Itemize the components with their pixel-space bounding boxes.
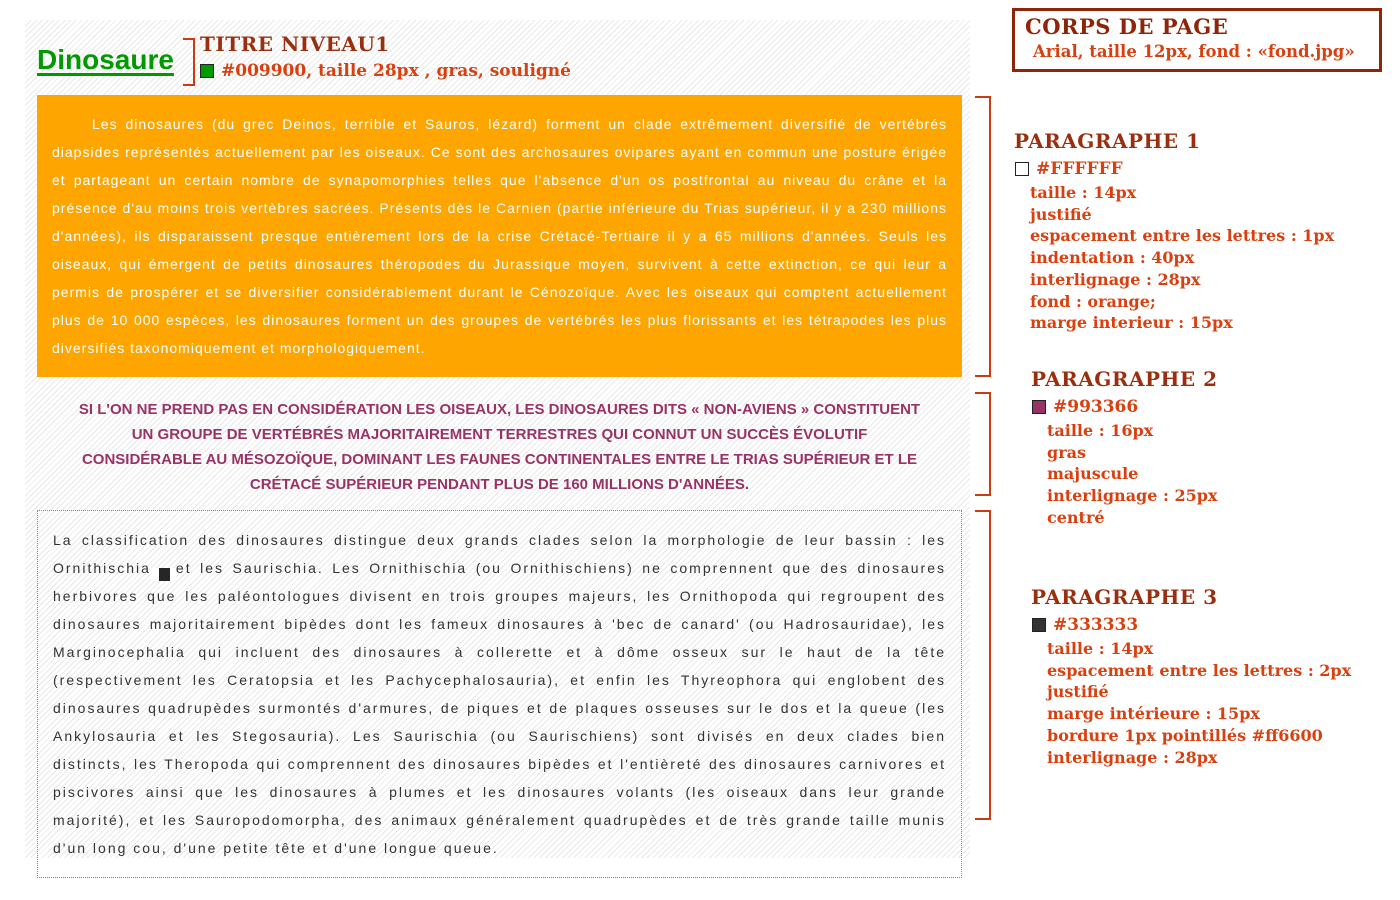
paragraph-2-line: UN GROUPE DE VERTÉBRÉS MAJORITAIREMENT TERRESTRES QUI CONNUT UN SUCCÈS ÉVOLUTIF	[131, 426, 868, 443]
spec-item: taille : 14px	[1047, 639, 1154, 658]
paragraph-3-text-end: et les Saurischia. Les Ornithischia (ou Ornithischiens) ne comprennent que des dinosaures herbivores que les paléontologues divisent en trois groupes majeurs, les Ornithopoda qui regroupent des dinosaures majoritairement bipèdes dont les fameux dinosaures à 'bec de canard' (ou Hadrosauridae), les Marginocephalia qui incluent des dinosaures à collerette et à dôme osseux sur le haut de la tête (respectivement les Ceratopsia et les Pachycephalosauria), et enfin les Thyreophora qui englobent des dinosaures quadrupèdes surmontés d'armures, de piques et de plaques osseuses sur le dos et la queue (les Ankylosauria et les Stegosauria). Les Saurischia (ou Saurischiens) sont divisés en deux clades bien distincts, les Theropoda qui comprennent des dinosaures bipèdes et l'entièreté des dinosaures carnivores et piscivores ainsi que les dinosaures à plumes et les dinosaures volants (les oiseaux dans leur grande majorité), et les Sauropodomorpha, des animaux généralement quadrupèdes et de très grande taille munis d'un long cou, d'une petite tête et d'une longue queue.	[53, 560, 946, 856]
spec-item: centré	[1047, 507, 1105, 527]
title-callout-bracket	[183, 38, 195, 86]
paragraph-1-annotation	[1014, 129, 1384, 334]
paragraph-2-line: CRÉTACÉ SUPÉRIEUR PENDANT PLUS DE 160 MILLIONS D'ANNÉES.	[249, 476, 750, 493]
spec-item: indentation : 40px	[1030, 248, 1195, 268]
spec-item: fond : orange;	[1030, 291, 1156, 311]
title-color-swatch	[200, 64, 214, 78]
paragraph-2	[37, 397, 962, 497]
spec-item: bordure 1px pointillés #ff6600	[1047, 725, 1323, 745]
paragraph-3-spec-list	[1047, 638, 1400, 768]
paragraph-1-callout-bracket	[975, 96, 991, 377]
spec-item: gras	[1047, 442, 1086, 462]
spec-item: majuscule	[1047, 464, 1139, 484]
corps-de-page-spec: Arial, taille 12px, fond : «fond.jpg»	[1033, 42, 1355, 61]
title-annotation-spec-row	[200, 61, 571, 81]
page-body-preview	[25, 20, 970, 858]
paragraph-3-color-label: #333333	[1053, 615, 1139, 635]
paragraph-2-callout-bracket	[975, 392, 991, 496]
spec-item: interlignage : 28px	[1030, 269, 1201, 289]
paragraph-3-text-start: La classification des dinosaures distingue deux grands clades selon la morphologie de leur bassin : les Ornithischia	[53, 532, 946, 576]
spec-item: marge intérieure : 15px	[1047, 704, 1260, 724]
spec-item: interlignage : 28px	[1047, 747, 1218, 767]
paragraph-1-spec-list	[1030, 182, 1384, 334]
paragraph-2-swatch-row	[1032, 397, 1400, 417]
paragraph-1: Les dinosaures (du grec Deinos, terrible et Sauros, lézard) forment un clade extrêmement diversifié de vertébrés diapsides représentés actuellement par les oiseaux. Ce sont des archosaures ovipares ayant en commun une posture érigée et partageant un certain nombre de synapomorphies telles que l'absence d'un os postfrontal au niveau du crâne et la présence d'au moins trois vertèbres sacrées. Présents dès le Carnien (partie inférieure du Trias supérieur, il y a 230 millions d'années), ils disparaissent presque entièrement lors de la crise Crétacé-Tertiaire il y a 65 millions d'années. Seuls les oiseaux, qui émergent de petits dinosaures théropodes du Jurassique moyen, survivent à cette extinction, ce qui leur a permis de prospérer et se diversifier considérablement durant le Cénozoïque. Avec les oiseaux qui comptent actuellement plus de 10 000 espèces, les dinosaures forment un des groupes de vertébrés les plus florissants et les tétrapodes les plus diversifiés taxonomiquement et morphologiquement.	[37, 95, 962, 377]
black-square-marker-icon	[159, 568, 170, 581]
paragraph-1-color-swatch	[1015, 162, 1029, 176]
paragraph-1-annotation-heading: PARAGRAPHE 1	[1014, 129, 1201, 153]
page-title: Dinosaure	[37, 44, 174, 75]
title-annotation-heading: TITRE NIVEAU1	[200, 32, 390, 56]
spec-item: justifié	[1047, 682, 1109, 702]
paragraph-3-annotation-heading: PARAGRAPHE 3	[1031, 585, 1218, 609]
paragraph-3-swatch-row	[1032, 615, 1400, 635]
spec-item: taille : 16px	[1047, 421, 1154, 440]
paragraph-1-swatch-row	[1015, 159, 1384, 179]
title-annotation	[200, 32, 571, 81]
corps-de-page-box	[1012, 8, 1382, 72]
spec-item: espacement entre les lettres : 1px	[1030, 226, 1335, 246]
paragraph-2-spec-list	[1047, 420, 1400, 529]
paragraph-2-line: CONSIDÉRABLE AU MÉSOZOÏQUE, DOMINANT LES FAUNES CONTINENTALES ENTRE LE TRIAS SUPÉRIEUR ET LE	[81, 451, 918, 468]
paragraph-3	[37, 510, 962, 878]
title-annotation-spec: #009900, taille 28px , gras, souligné	[221, 61, 571, 81]
paragraph-3-color-swatch	[1032, 618, 1046, 632]
paragraph-2-color-label: #993366	[1053, 397, 1139, 417]
paragraph-2-color-swatch	[1032, 400, 1046, 414]
caret-marker-gap	[151, 568, 176, 581]
paragraph-2-annotation-heading: PARAGRAPHE 2	[1031, 367, 1218, 391]
spec-item: taille : 14px	[1030, 183, 1137, 202]
spec-item: justifié	[1030, 204, 1092, 224]
spec-item: interlignage : 25px	[1047, 486, 1218, 506]
paragraph-2-line: SI L'ON NE PREND PAS EN CONSIDÉRATION LES OISEAUX, LES DINOSAURES DITS « NON-AVIENS » CONSTITUENT	[78, 401, 921, 418]
paragraph-1-color-label: #FFFFFF	[1036, 159, 1123, 179]
paragraph-3-annotation	[1031, 585, 1400, 768]
spec-item: marge interieur : 15px	[1030, 313, 1233, 333]
spec-item: espacement entre les lettres : 2px	[1047, 660, 1352, 680]
paragraph-2-annotation	[1031, 367, 1400, 529]
paragraph-3-callout-bracket	[975, 510, 991, 820]
corps-de-page-title: CORPS DE PAGE	[1025, 14, 1229, 39]
